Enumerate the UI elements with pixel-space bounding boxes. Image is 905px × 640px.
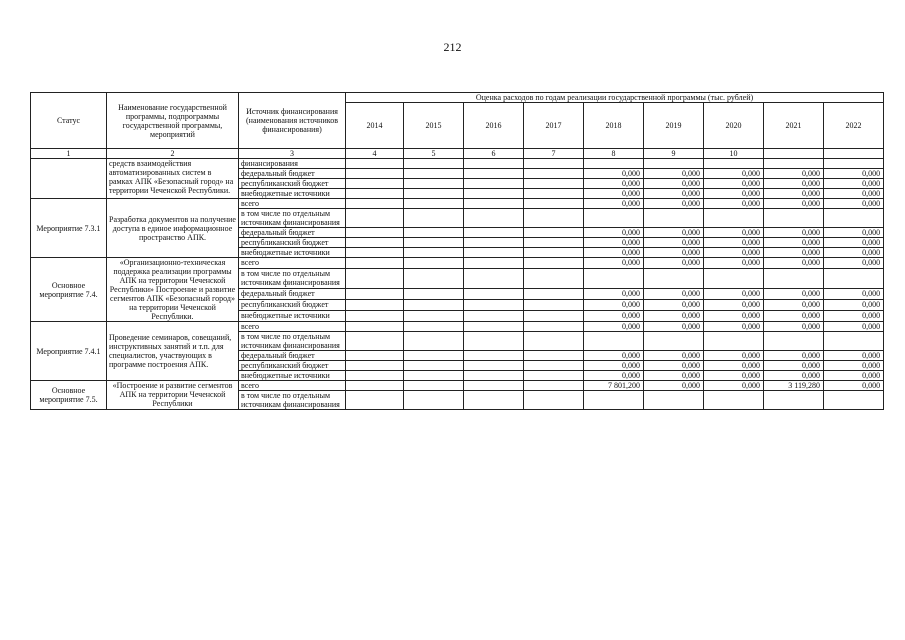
- value-cell: [346, 381, 404, 391]
- value-cell: [404, 179, 464, 189]
- value-cell: [346, 169, 404, 179]
- value-cell: [346, 159, 404, 169]
- value-cell: 0,000: [644, 258, 704, 269]
- table-body: [31, 159, 884, 410]
- value-cell: 0,000: [824, 238, 884, 248]
- value-cell: 0,000: [824, 371, 884, 381]
- value-cell: 0,000: [644, 238, 704, 248]
- column-number: 8: [584, 149, 644, 159]
- value-cell: [824, 159, 884, 169]
- value-cell: [404, 258, 464, 269]
- source-cell: в том числе по отдельным источникам финансирования: [239, 391, 346, 410]
- value-cell: [584, 159, 644, 169]
- value-cell: [524, 300, 584, 311]
- name-cell: «Построение и развитие сегментов АПК на территории Чеченской Республики: [107, 381, 239, 410]
- value-cell: 0,000: [764, 351, 824, 361]
- source-cell: всего: [239, 381, 346, 391]
- table-row: [31, 159, 884, 169]
- value-cell: 0,000: [704, 289, 764, 300]
- name-cell: «Организационно-техническая поддержка реализации программы АПК на территории Чеченской Республики» Построение и развитие сегментов АПК «Безопасный город» на территории Чеченской Республики.: [107, 258, 239, 322]
- value-cell: 0,000: [704, 258, 764, 269]
- source-cell: всего: [239, 322, 346, 332]
- value-cell: [524, 371, 584, 381]
- header-year: 2016: [464, 103, 524, 149]
- value-cell: [464, 189, 524, 199]
- column-number: 9: [644, 149, 704, 159]
- value-cell: [824, 209, 884, 228]
- column-number: 4: [346, 149, 404, 159]
- value-cell: 0,000: [584, 322, 644, 332]
- value-cell: 0,000: [584, 238, 644, 248]
- header-year: 2018: [584, 103, 644, 149]
- value-cell: 0,000: [764, 238, 824, 248]
- value-cell: 0,000: [764, 199, 824, 209]
- value-cell: 0,000: [644, 199, 704, 209]
- value-cell: 0,000: [824, 228, 884, 238]
- value-cell: [404, 391, 464, 410]
- value-cell: [524, 159, 584, 169]
- value-cell: [404, 381, 464, 391]
- value-cell: [824, 332, 884, 351]
- value-cell: 0,000: [584, 179, 644, 189]
- value-cell: [404, 199, 464, 209]
- source-cell: внебюджетные источники: [239, 189, 346, 199]
- value-cell: [704, 332, 764, 351]
- value-cell: [464, 199, 524, 209]
- value-cell: [404, 169, 464, 179]
- header-year: 2022: [824, 103, 884, 149]
- source-cell: федеральный бюджет: [239, 228, 346, 238]
- value-cell: 0,000: [704, 199, 764, 209]
- value-cell: [464, 169, 524, 179]
- expense-table: [30, 92, 884, 410]
- value-cell: 0,000: [644, 371, 704, 381]
- value-cell: 0,000: [644, 289, 704, 300]
- value-cell: 0,000: [764, 371, 824, 381]
- value-cell: [404, 371, 464, 381]
- column-number: 7: [524, 149, 584, 159]
- header-year: 2021: [764, 103, 824, 149]
- value-cell: 0,000: [824, 248, 884, 258]
- value-cell: 0,000: [644, 300, 704, 311]
- value-cell: [404, 311, 464, 322]
- value-cell: 0,000: [704, 371, 764, 381]
- value-cell: 0,000: [704, 248, 764, 258]
- value-cell: [464, 391, 524, 410]
- value-cell: 0,000: [824, 381, 884, 391]
- value-cell: [404, 300, 464, 311]
- value-cell: [524, 289, 584, 300]
- value-cell: 0,000: [824, 289, 884, 300]
- value-cell: [404, 248, 464, 258]
- table-row: [31, 322, 884, 332]
- value-cell: [346, 228, 404, 238]
- header-status: Статус: [31, 93, 107, 149]
- value-cell: [584, 209, 644, 228]
- value-cell: 0,000: [824, 361, 884, 371]
- table-row: [31, 258, 884, 269]
- value-cell: 0,000: [764, 248, 824, 258]
- value-cell: [644, 332, 704, 351]
- value-cell: 0,000: [704, 351, 764, 361]
- value-cell: [346, 238, 404, 248]
- name-cell: Разработка документов на получение доступа в единое информационное пространство АПК.: [107, 199, 239, 258]
- value-cell: 0,000: [584, 169, 644, 179]
- value-cell: [764, 391, 824, 410]
- value-cell: [346, 248, 404, 258]
- value-cell: 0,000: [824, 322, 884, 332]
- value-cell: 0,000: [704, 361, 764, 371]
- name-cell: Проведение семинаров, совещаний, инструктивных занятий и т.п. для специалистов, участвующих в программе построения АПК.: [107, 322, 239, 381]
- value-cell: [584, 268, 644, 289]
- value-cell: [644, 268, 704, 289]
- value-cell: 0,000: [824, 300, 884, 311]
- value-cell: [346, 300, 404, 311]
- value-cell: [346, 289, 404, 300]
- source-cell: федеральный бюджет: [239, 289, 346, 300]
- value-cell: 0,000: [644, 322, 704, 332]
- value-cell: [346, 322, 404, 332]
- value-cell: [346, 332, 404, 351]
- value-cell: 0,000: [584, 311, 644, 322]
- value-cell: 0,000: [584, 248, 644, 258]
- value-cell: 0,000: [584, 351, 644, 361]
- value-cell: 0,000: [764, 322, 824, 332]
- value-cell: 7 801,200: [584, 381, 644, 391]
- value-cell: [346, 179, 404, 189]
- header-year: 2020: [704, 103, 764, 149]
- value-cell: [524, 179, 584, 189]
- page-number: 212: [443, 40, 462, 54]
- value-cell: [524, 311, 584, 322]
- value-cell: [404, 238, 464, 248]
- value-cell: 0,000: [584, 300, 644, 311]
- value-cell: [584, 391, 644, 410]
- value-cell: [524, 332, 584, 351]
- value-cell: [764, 332, 824, 351]
- value-cell: [346, 189, 404, 199]
- value-cell: 0,000: [764, 361, 824, 371]
- value-cell: 0,000: [584, 289, 644, 300]
- value-cell: 0,000: [704, 300, 764, 311]
- value-cell: [404, 228, 464, 238]
- value-cell: [524, 258, 584, 269]
- status-cell: Основное мероприятие 7.4.: [31, 258, 107, 322]
- value-cell: 0,000: [644, 311, 704, 322]
- status-cell: Основное мероприятие 7.5.: [31, 381, 107, 410]
- column-number: 6: [464, 149, 524, 159]
- value-cell: [346, 258, 404, 269]
- value-cell: [346, 311, 404, 322]
- header-year: 2017: [524, 103, 584, 149]
- value-cell: 0,000: [764, 228, 824, 238]
- value-cell: [524, 228, 584, 238]
- value-cell: [824, 268, 884, 289]
- value-cell: [464, 209, 524, 228]
- value-cell: [464, 322, 524, 332]
- value-cell: 0,000: [704, 238, 764, 248]
- value-cell: 0,000: [704, 381, 764, 391]
- value-cell: [346, 391, 404, 410]
- value-cell: [524, 391, 584, 410]
- value-cell: [524, 169, 584, 179]
- value-cell: 0,000: [764, 258, 824, 269]
- value-cell: [404, 189, 464, 199]
- value-cell: [464, 238, 524, 248]
- source-cell: федеральный бюджет: [239, 169, 346, 179]
- value-cell: [404, 322, 464, 332]
- value-cell: [464, 228, 524, 238]
- value-cell: [404, 351, 464, 361]
- status-cell: [31, 159, 107, 199]
- value-cell: 0,000: [584, 228, 644, 238]
- source-cell: внебюджетные источники: [239, 311, 346, 322]
- value-cell: [524, 248, 584, 258]
- value-cell: 0,000: [824, 351, 884, 361]
- value-cell: [584, 332, 644, 351]
- value-cell: [464, 300, 524, 311]
- value-cell: [346, 371, 404, 381]
- value-cell: [464, 289, 524, 300]
- value-cell: [404, 268, 464, 289]
- value-cell: [404, 361, 464, 371]
- value-cell: [524, 268, 584, 289]
- value-cell: 0,000: [644, 169, 704, 179]
- value-cell: [524, 322, 584, 332]
- value-cell: 0,000: [824, 199, 884, 209]
- value-cell: [464, 361, 524, 371]
- value-cell: 0,000: [644, 179, 704, 189]
- value-cell: 0,000: [764, 300, 824, 311]
- column-number: [824, 149, 884, 159]
- value-cell: 0,000: [704, 189, 764, 199]
- value-cell: [404, 159, 464, 169]
- column-number: 2: [107, 149, 239, 159]
- value-cell: 0,000: [644, 248, 704, 258]
- value-cell: [524, 381, 584, 391]
- name-cell: средств взаимодействия автоматизированных систем в рамках АПК «Безопасный город» на территории Чеченской Республики.: [107, 159, 239, 199]
- value-cell: [404, 289, 464, 300]
- value-cell: 0,000: [584, 189, 644, 199]
- value-cell: [764, 209, 824, 228]
- column-number: 3: [239, 149, 346, 159]
- value-cell: 0,000: [584, 371, 644, 381]
- value-cell: [346, 268, 404, 289]
- source-cell: республиканский бюджет: [239, 361, 346, 371]
- source-cell: внебюджетные источники: [239, 248, 346, 258]
- value-cell: 0,000: [644, 351, 704, 361]
- status-cell: Мероприятие 7.4.1: [31, 322, 107, 381]
- value-cell: 0,000: [704, 169, 764, 179]
- value-cell: [644, 159, 704, 169]
- source-cell: финансирования: [239, 159, 346, 169]
- source-cell: республиканский бюджет: [239, 300, 346, 311]
- value-cell: [644, 391, 704, 410]
- value-cell: [524, 209, 584, 228]
- value-cell: [464, 381, 524, 391]
- source-cell: внебюджетные источники: [239, 371, 346, 381]
- column-number: 10: [704, 149, 764, 159]
- source-cell: в том числе по отдельным источникам финансирования: [239, 332, 346, 351]
- header-source: Источник финансирования (наименования источников финансирования): [239, 93, 346, 149]
- value-cell: [644, 209, 704, 228]
- value-cell: 0,000: [704, 179, 764, 189]
- value-cell: [464, 179, 524, 189]
- value-cell: 0,000: [824, 189, 884, 199]
- value-cell: [404, 332, 464, 351]
- value-cell: 0,000: [644, 228, 704, 238]
- value-cell: [464, 371, 524, 381]
- value-cell: 0,000: [764, 311, 824, 322]
- value-cell: 0,000: [704, 322, 764, 332]
- header-year: 2014: [346, 103, 404, 149]
- value-cell: [404, 209, 464, 228]
- column-number: [764, 149, 824, 159]
- source-cell: в том числе по отдельным источникам финансирования: [239, 209, 346, 228]
- value-cell: [346, 209, 404, 228]
- value-cell: [704, 159, 764, 169]
- value-cell: [346, 361, 404, 371]
- source-cell: всего: [239, 258, 346, 269]
- header-year: 2019: [644, 103, 704, 149]
- value-cell: [524, 351, 584, 361]
- value-cell: 0,000: [764, 289, 824, 300]
- value-cell: [704, 209, 764, 228]
- status-cell: Мероприятие 7.3.1: [31, 199, 107, 258]
- value-cell: [524, 199, 584, 209]
- source-cell: республиканский бюджет: [239, 179, 346, 189]
- value-cell: 0,000: [704, 311, 764, 322]
- column-number: 5: [404, 149, 464, 159]
- value-cell: [346, 199, 404, 209]
- source-cell: республиканский бюджет: [239, 238, 346, 248]
- value-cell: [464, 248, 524, 258]
- value-cell: 0,000: [824, 258, 884, 269]
- value-cell: [464, 351, 524, 361]
- value-cell: 0,000: [704, 228, 764, 238]
- value-cell: 0,000: [584, 199, 644, 209]
- source-cell: федеральный бюджет: [239, 351, 346, 361]
- value-cell: [464, 159, 524, 169]
- value-cell: [824, 391, 884, 410]
- value-cell: [464, 258, 524, 269]
- value-cell: [764, 159, 824, 169]
- value-cell: [704, 391, 764, 410]
- value-cell: 0,000: [584, 361, 644, 371]
- header-year: 2015: [404, 103, 464, 149]
- header-name: Наименование государственной программы, подпрограммы государственной программы, мероприятий: [107, 93, 239, 149]
- value-cell: 0,000: [764, 179, 824, 189]
- column-number: 1: [31, 149, 107, 159]
- header-estimate: Оценка расходов по годам реализации государственной программы (тыс. рублей): [346, 93, 884, 103]
- value-cell: [764, 268, 824, 289]
- value-cell: [464, 268, 524, 289]
- value-cell: 0,000: [644, 381, 704, 391]
- value-cell: [346, 351, 404, 361]
- value-cell: 3 119,280: [764, 381, 824, 391]
- value-cell: [524, 189, 584, 199]
- value-cell: [464, 332, 524, 351]
- table-row: [31, 199, 884, 209]
- value-cell: [704, 268, 764, 289]
- source-cell: всего: [239, 199, 346, 209]
- value-cell: 0,000: [824, 179, 884, 189]
- value-cell: 0,000: [644, 361, 704, 371]
- value-cell: 0,000: [824, 311, 884, 322]
- value-cell: 0,000: [764, 189, 824, 199]
- table-row: [31, 381, 884, 391]
- value-cell: [524, 361, 584, 371]
- value-cell: 0,000: [824, 169, 884, 179]
- source-cell: в том числе по отдельным источникам финансирования: [239, 268, 346, 289]
- value-cell: 0,000: [644, 189, 704, 199]
- value-cell: 0,000: [764, 169, 824, 179]
- value-cell: [464, 311, 524, 322]
- value-cell: [524, 238, 584, 248]
- value-cell: 0,000: [584, 258, 644, 269]
